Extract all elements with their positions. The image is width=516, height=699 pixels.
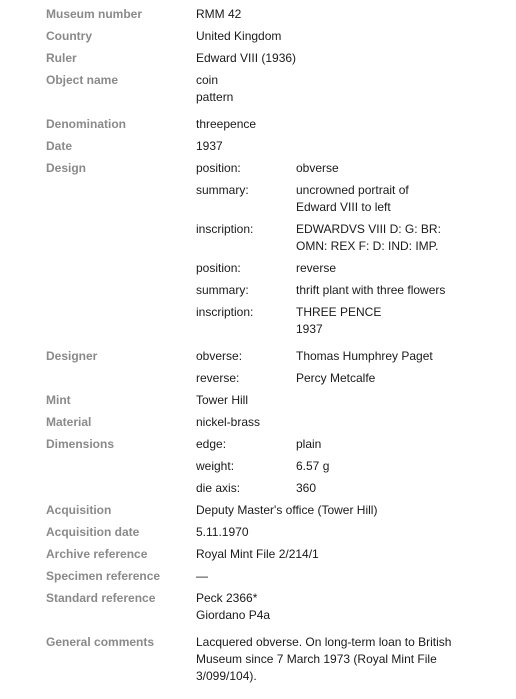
design-item	[196, 304, 496, 338]
dimensions-item-value: 360	[296, 481, 317, 495]
archive-reference-value: Royal Mint File 2/214/1	[196, 547, 319, 561]
row-object-name	[0, 72, 516, 106]
design-item-key: inscription:	[196, 222, 254, 236]
design-item-line: obverse	[296, 161, 339, 175]
ruler-value: Edward VIII (1936)	[196, 51, 297, 65]
dimensions-item-value: 6.57 g	[296, 459, 330, 473]
designer-item-value: Thomas Humphrey Paget	[296, 349, 433, 363]
material-label: Material	[46, 415, 92, 429]
row-specimen-reference	[0, 568, 516, 585]
designer-item-key: reverse:	[196, 371, 240, 385]
design-value	[196, 160, 496, 338]
general-comments-line: 3/099/104).	[196, 669, 257, 683]
general-comments-value	[196, 634, 496, 685]
specimen-reference-value: —	[196, 569, 208, 583]
designer-item-key: obverse:	[196, 349, 243, 363]
designer-item-value: Percy Metcalfe	[296, 371, 376, 385]
row-material	[0, 414, 516, 431]
design-item-key: position:	[196, 261, 241, 275]
row-country	[0, 28, 516, 45]
general-comments-line: Museum since 7 March 1973 (Royal Mint File	[196, 652, 437, 666]
denomination-label: Denomination	[46, 117, 126, 131]
museum-number-label: Museum number	[46, 7, 143, 21]
dimensions-item	[196, 436, 496, 453]
specimen-reference-label: Specimen reference	[46, 569, 161, 583]
general-comments-line: Lacquered obverse. On long-term loan to British	[196, 635, 452, 649]
standard-reference-label: Standard reference	[46, 591, 156, 605]
object-name-value	[196, 72, 496, 106]
design-item	[196, 182, 496, 216]
standard-reference-line: Peck 2366*	[196, 591, 258, 605]
row-acquisition-date	[0, 524, 516, 541]
design-item-line: uncrowned portrait of	[296, 183, 409, 197]
dimensions-item-key: edge:	[196, 437, 227, 451]
row-archive-reference	[0, 546, 516, 563]
design-item-line: THREE PENCE	[296, 305, 382, 319]
dimensions-item	[196, 480, 496, 497]
standard-reference-value	[196, 590, 496, 624]
denomination-value: threepence	[196, 117, 257, 131]
row-standard-reference	[0, 590, 516, 624]
mint-label: Mint	[46, 393, 71, 407]
general-comments-label: General comments	[46, 635, 155, 649]
country-value: United Kingdom	[196, 29, 282, 43]
acquisition-value: Deputy Master's office (Tower Hill)	[196, 503, 378, 517]
design-item-value	[296, 160, 456, 177]
design-label: Design	[46, 161, 87, 175]
country-label: Country	[46, 29, 92, 43]
design-item-key: summary:	[196, 283, 249, 297]
dimensions-item-key: die axis:	[196, 481, 241, 495]
design-item-value	[296, 221, 456, 255]
design-item-value	[296, 304, 456, 338]
object-name-line: pattern	[196, 90, 234, 104]
design-item-key: inscription:	[196, 305, 254, 319]
row-denomination	[0, 116, 516, 133]
dimensions-item	[196, 458, 496, 475]
material-value: nickel-brass	[196, 415, 261, 429]
design-item-line: 1937	[296, 322, 323, 336]
designer-item	[196, 370, 496, 387]
design-item	[196, 160, 496, 177]
row-design	[0, 160, 516, 338]
row-designer	[0, 348, 516, 387]
acquisition-date-value: 5.11.1970	[196, 525, 249, 539]
design-item-value	[296, 260, 456, 277]
row-museum-number	[0, 4, 516, 23]
row-date	[0, 138, 516, 155]
object-name-line: coin	[196, 73, 219, 87]
dimensions-item-key: weight:	[196, 459, 235, 473]
dimensions-item-value: plain	[296, 437, 322, 451]
design-item	[196, 221, 496, 255]
standard-reference-line: Giordano P4a	[196, 608, 271, 622]
design-item-line: EDWARDVS VIII D: G: BR:	[296, 222, 441, 236]
dimensions-value	[196, 436, 496, 497]
row-ruler	[0, 50, 516, 67]
row-mint	[0, 392, 516, 409]
acquisition-date-label: Acquisition date	[46, 525, 140, 539]
mint-value: Tower Hill	[196, 393, 249, 407]
date-value: 1937	[196, 139, 223, 153]
row-acquisition	[0, 502, 516, 519]
dimensions-label: Dimensions	[46, 437, 115, 451]
date-label: Date	[46, 139, 73, 153]
design-item-line: Edward VIII to left	[296, 200, 391, 214]
design-item-value	[296, 282, 496, 299]
design-item-key: summary:	[196, 183, 249, 197]
archive-reference-label: Archive reference	[46, 547, 148, 561]
design-item	[196, 260, 496, 277]
design-item-line: reverse	[296, 261, 337, 275]
object-name-label: Object name	[46, 73, 119, 87]
design-item-value	[296, 182, 456, 216]
acquisition-label: Acquisition	[46, 503, 112, 517]
row-general-comments	[0, 634, 516, 685]
design-item	[196, 282, 496, 299]
design-item-line: thrift plant with three flowers	[296, 283, 446, 297]
ruler-label: Ruler	[46, 51, 77, 65]
design-item-line: OMN: REX F: D: IND: IMP.	[296, 239, 439, 253]
designer-item	[196, 348, 496, 365]
museum-number-value: RMM 42	[196, 7, 242, 21]
designer-label: Designer	[46, 349, 98, 363]
row-dimensions	[0, 436, 516, 497]
designer-value	[196, 348, 496, 387]
design-item-key: position:	[196, 161, 241, 175]
